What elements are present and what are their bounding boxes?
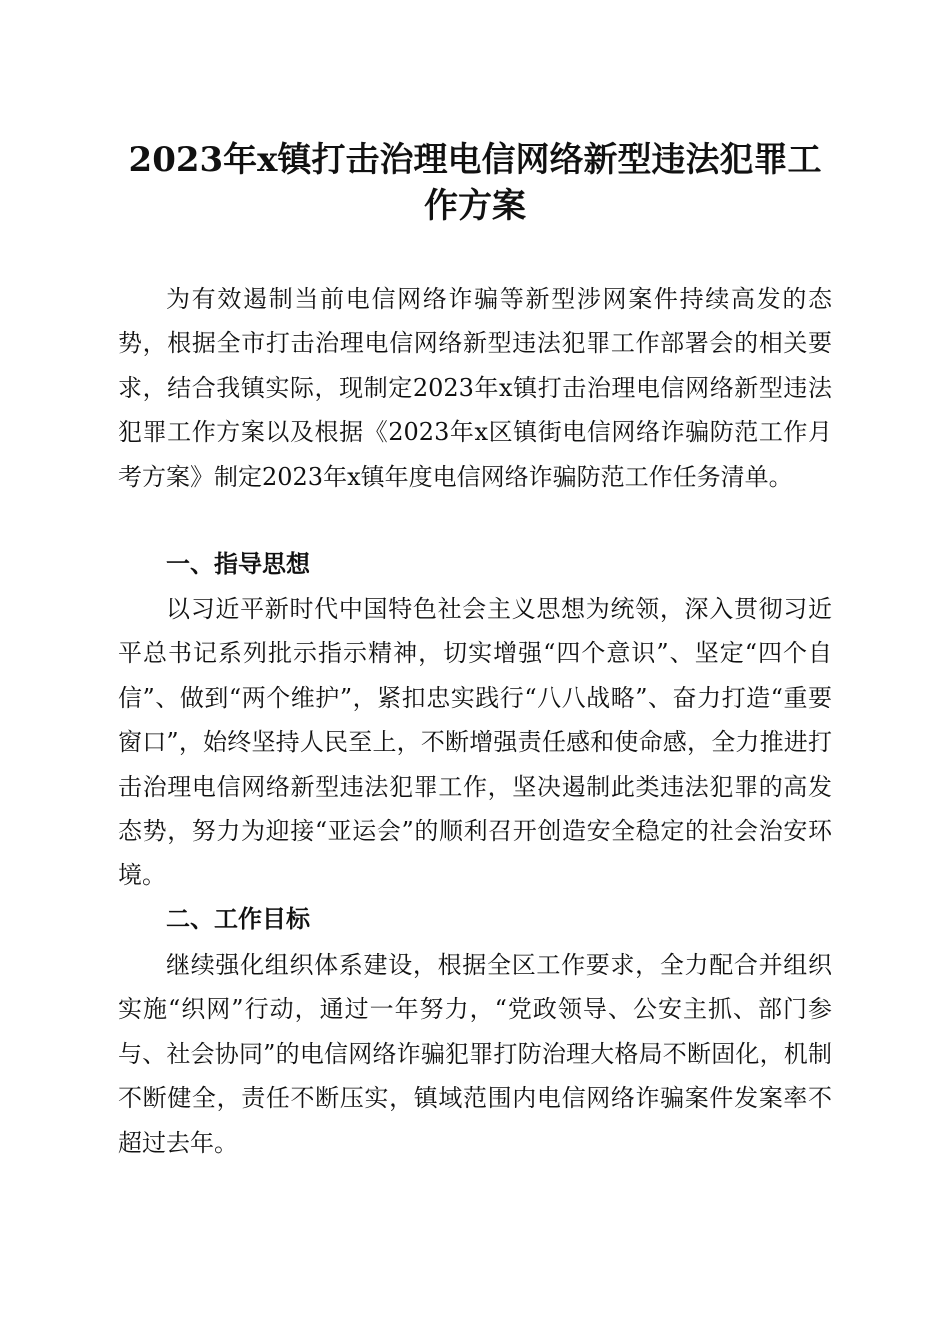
section-heading-work-goals: 二、工作目标: [166, 905, 310, 933]
section-paragraph-work-goals: 继续强化组织体系建设，根据全区工作要求，全力配合并组织实施“织网”行动，通过一年努力，“党政领导、公安主抓、部门参与、社会协同”的电信网络诈骗犯罪打防治理大格局不断固化，机制不断健全，责任不断压实，镇域范围内电信网络诈骗案件发案率不超过去年。: [118, 951, 832, 1157]
document-title-line-1: 2023年x镇打击治理电信网络新型违法犯罪工: [128, 140, 822, 180]
intro-paragraph: 为有效遏制当前电信网络诈骗等新型涉网案件持续高发的态势，根据全市打击治理电信网络新型违法犯罪工作部署会的相关要求，结合我镇实际，现制定2023年x镇打击治理电信网络新型违法犯罪工作方案以及根据《2023年x区镇街电信网络诈骗防范工作月考方案》制定2023年x镇年度电信网络诈骗防范工作任务清单。: [118, 285, 832, 491]
section-paragraph-guiding-ideology: 以习近平新时代中国特色社会主义思想为统领，深入贯彻习近平总书记系列批示指示精神，切实增强“四个意识”、坚定“四个自信”、做到“两个维护”，紧扣忠实践行“八八战略”、奋力打造“重要窗口”，始终坚持人民至上，不断增强责任感和使命感，全力推进打击治理电信网络新型违法犯罪工作，坚决遏制此类违法犯罪的高发态势，努力为迎接“亚运会”的顺利召开创造安全稳定的社会治安环境。: [118, 595, 832, 890]
section-heading-guiding-ideology: 一、指导思想: [166, 550, 310, 578]
document-title-line-2: 作方案: [424, 186, 526, 226]
